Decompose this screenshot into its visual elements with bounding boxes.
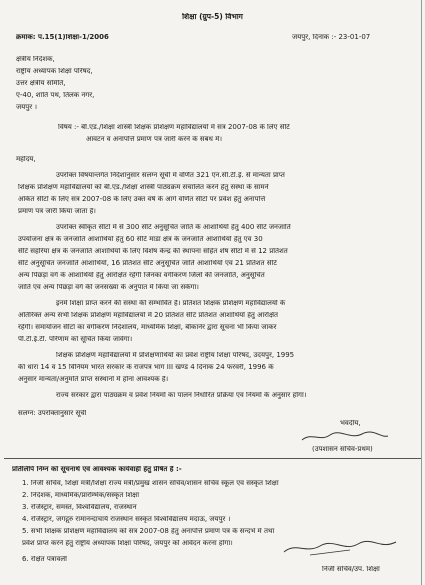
recipient-line: राष्ट्रीय अध्यापक शिक्षा परिषद,: [16, 68, 93, 75]
recipient-line: उत्तर क्षेत्रीय समिति,: [16, 80, 66, 87]
reference-number: क्रमांक: प.15(1)शिक्षा-1/2006: [16, 34, 109, 41]
copy-list-item: 5. सभी शिक्षक प्रशिक्षण महाविद्यालय को सत्र 2007-08 हेतु अनापत्ति प्रमाण पत्र के सन्दर्भ में तथा: [22, 528, 275, 535]
subject-line: विषय :- बी.एड./शिक्षा शास्त्री शिक्षक प्रशिक्षण महाविद्यालयों में सत्र 2007-08 के लिए सीटें: [58, 124, 290, 131]
body-text-line: उपयोजना क्षेत्र के जनजाति आशार्थियों हेतु 60 सीटें माडा क्षेत्र के जनजाति आशार्थियों हेतु एवं 30: [18, 236, 263, 243]
body-text-line: पी.टी.ई.टी. परिणाम को सूचित किया जावेगा।: [18, 336, 133, 343]
copy-heading: प्रतिलिपि निम्न को सूचनार्थ एवं आवश्यक कार्यवाही हेतु प्रेषित है :-: [12, 466, 182, 473]
place-date: जयपुर, दिनांक :- 23-01-07: [292, 34, 371, 41]
body-text-line: शिक्षक प्रशिक्षण महाविद्यालयों को बी.एड./शिक्षा शास्त्री पाठ्यक्रम संचालित करने हेतु संस्था के सामने: [18, 184, 269, 191]
recipient-line: क्षेत्रीय निदेशक,: [16, 56, 55, 63]
body-text-line: प्रमाण पत्र जारी किया जाता है।: [18, 208, 96, 215]
body-text-line: सीटें सहरिया क्षेत्र के जनजाति आशार्थियों के लिए विशेष केन्द्र की स्थापना सहित शेष सीटों में से 12 प्रतिशत: [18, 248, 288, 255]
body-text-line: की धारा 14 व 15 विनियम भारत सरकार के राजपत्र भाग III खण्ड 4 दिनांक 24 फरवरी, 1996 के: [18, 364, 274, 371]
body-text-line: अंकित सीटों के लिए सत्र 2007-08 के लिए उक्त वर्ष के आगे वर्णित सीटों पर प्रवेश हेतु अनापत्ति: [18, 196, 266, 203]
handwritten-signature: [280, 538, 400, 558]
copy-list-item: प्रवेश प्राप्त करने हेतु राष्ट्रीय अध्यापक शिक्षा परिषद, जयपुर को आवेदन करना होगा।: [22, 540, 233, 547]
body-text-line: अतिरिक्त अन्य सभी शिक्षक प्रशिक्षण महाविद्यालयों में 20 प्रतिशत सीटें प्रतिशत आशार्थियों हेतु आरक्षित: [18, 312, 278, 319]
copy-list-item: 4. रजिस्ट्रार, जगद्गुरु रामानन्दाचार्य राजस्थान संस्कृत विश्वविद्यालय मदाऊ, जयपुर ।: [22, 516, 231, 523]
copy-list-item: 2. निदेशक, माध्यमिक/प्रारम्भिक/संस्कृत शिक्षा: [22, 492, 140, 499]
closing-text: भवदीय,: [340, 420, 361, 427]
copy-list-item: 3. रजिस्ट्रार, समस्त, विश्वविद्यालय, राजस्थान: [22, 504, 137, 511]
recipient-line: ए-40, शांति पथ, तिलक नगर,: [16, 92, 95, 99]
department-heading: शिक्षा (ग्रुप-5) विभाग: [182, 13, 243, 21]
body-text-line: उपरोक्त स्वीकृत सीटों में से 300 सीटें अनुसूचित जाति के आशार्थियों हेतु 400 सीटें जनजाति: [56, 224, 291, 231]
handwritten-signature: [300, 430, 390, 444]
body-text-line: उपरोक्त विषयान्तर्गत निदेशानुसार संलग्न सूची में वर्णित 321 एन.सी.टी.ई. से मान्यता प्राप्त: [56, 172, 285, 179]
divider: [4, 458, 421, 459]
enclosure-note: संलग्न: उपरोक्तानुसार सूची: [18, 410, 87, 417]
body-text-line: सीटें अनुसूचित जनजाति आशार्थियों, 16 प्रतिशत सीटें अनुसूचित जाति आशार्थियों एवं 21 प्रतिशत सीटें: [18, 260, 277, 267]
signatory-designation: (उपशासन सचिव-प्रथम): [312, 446, 373, 453]
copy-list-item: 1. निजी सचिव, शिक्षा मंत्री/शिक्षा राज्य मंत्री/प्रमुख शासन सचिव/शासन सचिव स्कूल एवं संस्कृत शिक्षा: [22, 480, 279, 487]
body-text-line: राज्य सरकार द्वारा पाठ्यक्रम व प्रवेश नियमों का पालन निर्धारित प्रक्रिया एवं नियमों के अनुसार होगा।: [56, 392, 307, 399]
signatory-designation: निजी सचिव/उप. शिक्षा: [322, 566, 380, 573]
body-text-line: इनमें शिक्षा प्राप्त करने की संस्था की सम्भावित है। प्रतिशत शिक्षक प्रशिक्षण महाविद्यालयों के: [56, 300, 286, 307]
body-text-line: जाति एवं अन्य पिछड़ा वर्ग की जनसंख्या के अनुपात में किया जा सकेगा।: [18, 284, 199, 291]
page-edge: [421, 0, 422, 585]
recipient-line: जयपुर ।: [16, 104, 37, 111]
body-text-line: अन्य पिछड़ा वर्ग के आशार्थियों हेतु आरक्षित रहेंगी जिनका वर्गीकरण जिलों की जनजाति, अनुसूचित: [18, 272, 265, 279]
salutation: महोदय,: [16, 156, 36, 163]
copy-list-item: 6. रक्षित पत्रावली: [22, 556, 67, 563]
body-text-line: अनुसार मान्यता/अनुमति प्राप्त संस्थानों में होना आवश्यक है।: [18, 376, 169, 383]
body-text-line: रहेंगी। समायोजन सीटों का वर्गीकरण निदेशालय, माध्यमिक शिक्षा, बीकानेर द्वारा सूचना भी किया जाकर: [18, 324, 277, 331]
body-text-line: शिक्षक प्रशिक्षण महाविद्यालयों में प्रशिक्षणार्थियों का प्रवेश राष्ट्रीय शिक्षा परिषद, उदयपुर, 1995: [56, 352, 295, 359]
subject-line: आवंटन व अनापत्ति प्रमाण पत्र जारी करने के संबंध में।: [86, 136, 222, 143]
